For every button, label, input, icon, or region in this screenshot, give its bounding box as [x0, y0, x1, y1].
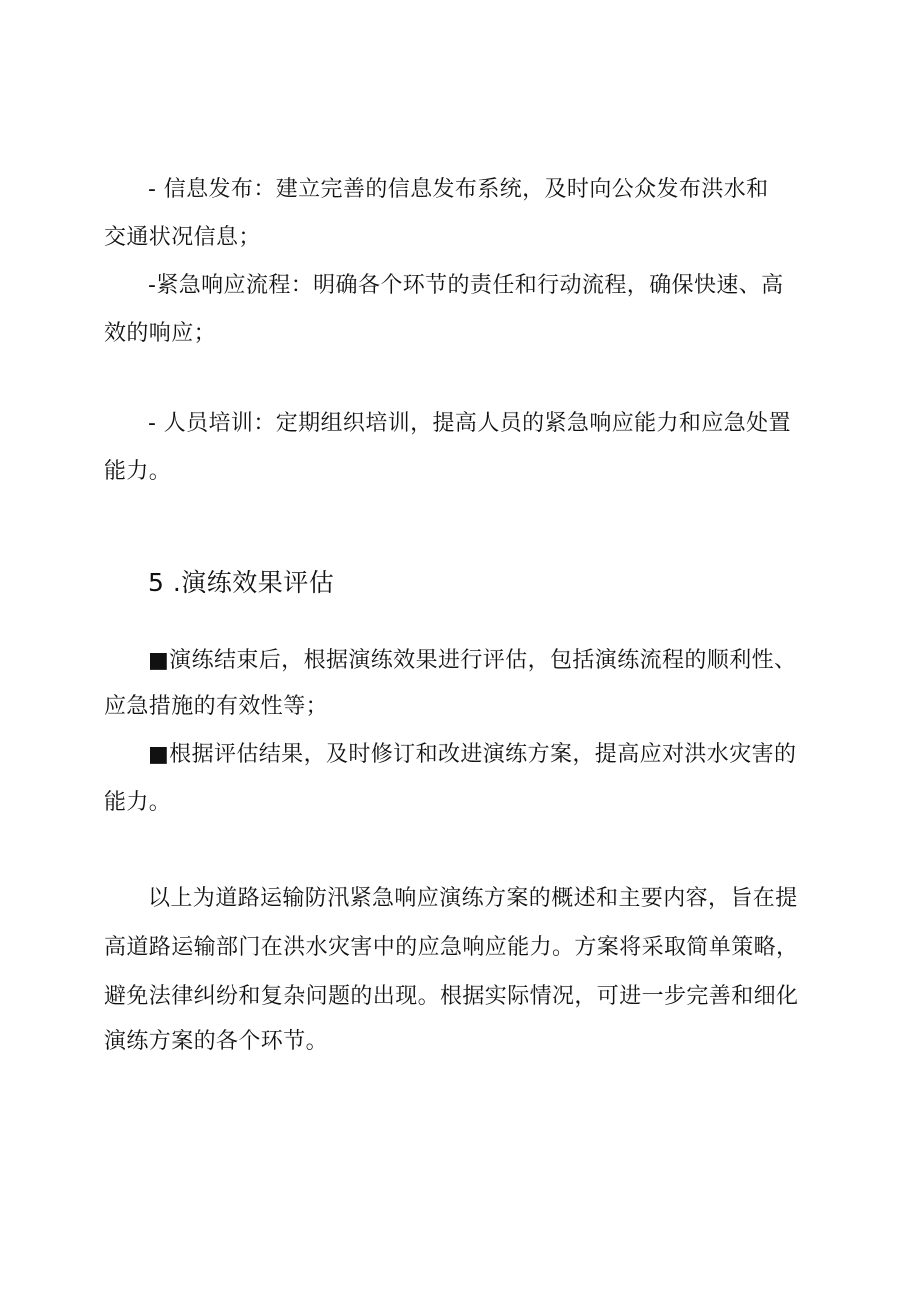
bullet-emergency-process-line-2: 效的响应； [104, 321, 217, 346]
evaluation-item-2-line-2: 能力。 [104, 790, 172, 815]
conclusion-line-2: 高道路运输部门在洪水灾害中的应急响应能力。方案将采取简单策略， [104, 935, 799, 960]
evaluation-item-1-line-2: 应急措施的有效性等； [104, 694, 329, 719]
bullet-staff-training-line-1: - 人员培训：定期组织培训，提高人员的紧急响应能力和应急处置 [148, 411, 791, 436]
evaluation-item-2-line-1: ■根据评估结果，及时修订和改进演练方案，提高应对洪水灾害的 [148, 742, 797, 767]
conclusion-line-3: 避免法律纠纷和复杂问题的出现。根据实际情况，可进一步完善和细化 [104, 984, 799, 1009]
conclusion-line-4: 演练方案的各个环节。 [104, 1029, 329, 1054]
bullet-info-release-line-2: 交通状况信息； [104, 225, 261, 250]
bullet-staff-training-line-2: 能力。 [104, 459, 172, 484]
bullet-info-release-line-1: - 信息发布：建立完善的信息发布系统，及时向公众发布洪水和 [148, 177, 769, 202]
bullet-emergency-process-line-1: -紧急响应流程：明确各个环节的责任和行动流程，确保快速、高 [148, 273, 784, 298]
evaluation-item-1-line-1: ■演练结束后，根据演练效果进行评估，包括演练流程的顺利性、 [148, 648, 797, 673]
section-heading: 5 .演练效果评估 [148, 568, 335, 597]
conclusion-line-1: 以上为道路运输防汛紧急响应演练方案的概述和主要内容，旨在提 [148, 886, 798, 911]
